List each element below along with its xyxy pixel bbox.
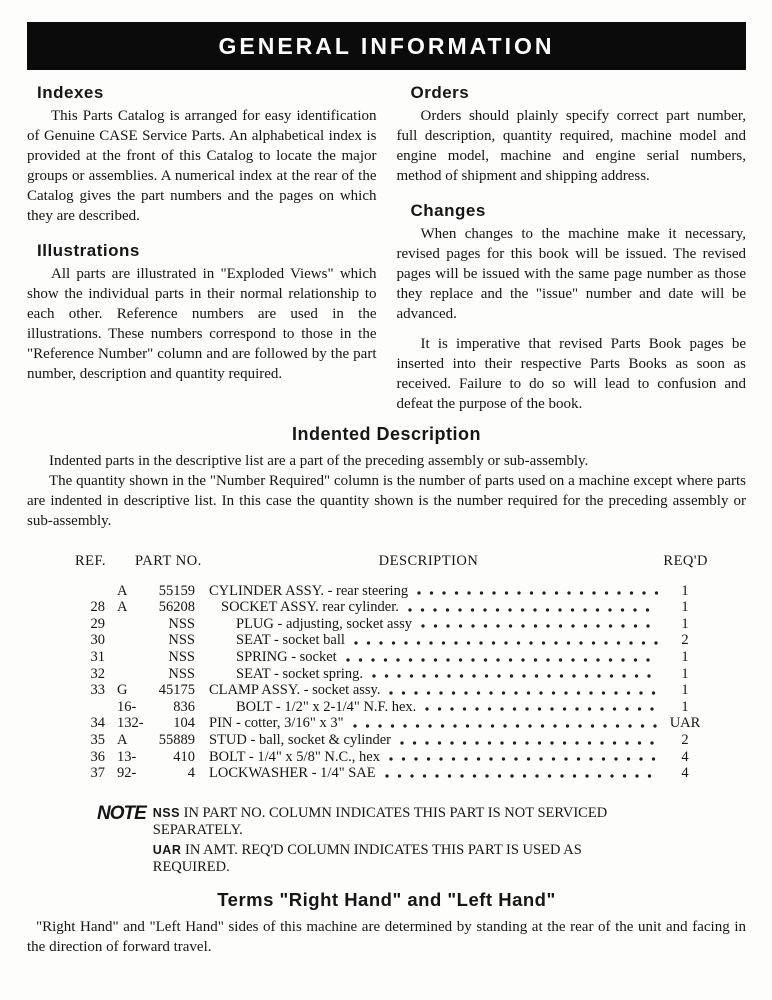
table-row [75,632,708,649]
leader-dots [370,666,658,683]
part-number-cell: 56208 [158,599,195,616]
table-row [75,765,708,782]
description-text: CLAMP ASSY. - socket assy. [209,682,381,699]
indented-description-paragraph-2: The quantity shown in the "Number Required" column is the number of parts used on a machine except where parts are indented in descriptive list. In this case the quantity shown is the number required for the preceding assembly or sub-assembly. [27,473,746,529]
illustrations-paragraph: All parts are illustrated in "Exploded Views" which show the individual parts in their normal relationship to each other. Reference numbers are used in the illustrations. These numbers correspond to those in the "Reference Number" column and are followed by the part number, description and quantity required. [27,266,377,382]
note-term-nss: NSS [152,805,180,820]
changes-paragraph-1: When changes to the machine make it necessary, revised pages for this book will be issued. The revised pages will be issued with the same page number as those they replace and the "issue" number and date will be advanced. [396,226,746,322]
table-row [75,583,708,600]
parts-table [75,553,708,782]
description-text: BOLT - 1/4" x 5/8" N.C., hex [209,748,380,765]
leader-dots [387,749,658,766]
table-row [75,749,708,766]
part-prefix-cell: 92- [117,765,137,782]
table-header-row [75,553,708,570]
ref-cell: 28 [90,599,105,616]
illustrations-heading: Illustrations [37,241,140,260]
description-cell [209,632,662,649]
ref-cell: 31 [90,648,105,665]
part-prefix-cell: 16- [117,698,137,715]
ref-cell: 36 [90,748,105,765]
qty-cell: 4 [681,765,689,782]
description-text: CYLINDER ASSY. - rear steering [209,582,409,599]
leader-dots [351,715,659,732]
note-label: NOTE [97,802,146,824]
terms-paragraph: "Right Hand" and "Left Hand" sides of this machine are determined by standing at the rear of the unit and facing in the direction of forward travel. [27,918,746,955]
orders-heading: Orders [410,83,470,102]
qty-cell: 2 [681,632,689,649]
part-number-cell: NSS [168,665,195,682]
part-prefix-cell: 132- [117,715,144,732]
part-number-cell: 45175 [158,682,195,699]
description-cell [209,765,662,782]
note-term-uar: UAR [152,842,182,857]
part-number-cell: 55889 [158,731,195,748]
description-cell [209,749,662,766]
description-cell [209,715,662,732]
description-cell [209,616,662,633]
ref-cell: 29 [90,615,105,632]
leader-dots [423,699,658,716]
note-items [153,805,631,877]
terms-section [27,889,746,957]
description-text: LOCKWASHER - 1/4" SAE [209,765,376,782]
leader-dots [419,616,658,633]
qty-cell: 4 [681,748,689,765]
two-column-area [27,83,746,414]
part-prefix-cell: A [117,582,128,599]
table-row [75,699,708,716]
description-text: PIN - cotter, 3/16" x 3" [209,715,344,732]
ref-cell: 33 [90,682,105,699]
indented-description-heading: Indented Description [291,424,481,444]
page-title-bar [27,22,746,70]
qty-cell: 1 [681,599,689,616]
part-number-cell: NSS [168,615,195,632]
leader-dots [406,599,658,616]
qty-cell: 1 [681,698,689,715]
header-description: DESCRIPTION [378,553,479,569]
description-text: BOLT - 1/2" x 2-1/4" N.F. hex. [236,698,417,715]
leader-dots [398,732,658,749]
qty-cell: 2 [681,731,689,748]
description-text: PLUG - adjusting, socket assy [236,615,412,632]
part-number-cell: 55159 [158,582,195,599]
terms-heading: Terms "Right Hand" and "Left Hand" [217,888,556,910]
table-row [75,715,708,732]
table-row [75,616,708,633]
part-number-cell: 410 [173,748,195,765]
leader-dots [415,583,658,600]
part-number-cell: NSS [168,648,195,665]
indented-description-section [27,424,746,531]
ref-cell: 34 [90,715,105,732]
left-column [27,83,377,414]
part-number-cell: 4 [187,765,195,782]
qty-cell: 1 [681,615,689,632]
table-row [75,682,708,699]
table-row [75,732,708,749]
part-number-cell: NSS [168,632,195,649]
qty-cell: 1 [681,648,689,665]
indexes-paragraph: This Parts Catalog is arranged for easy identification of Genuine CASE Service Parts. An alphabetical index is provided at the front of this Catalog to locate the major groups or assemblies. A numerical index at the rear of the Catalog gives the part numbers and the pages on which they are described. [27,108,377,224]
header-part-no: PART NO. [135,553,202,569]
description-cell [209,682,662,699]
description-text: STUD - ball, socket & cylinder [209,731,392,748]
orders-paragraph: Orders should plainly specify correct part number, full description, quantity required, machine model and engine model, machine and engine serial numbers, method of shipment and shipping address. [396,108,746,184]
qty-cell: 1 [681,665,689,682]
header-ref: REF. [75,553,107,569]
part-prefix-cell: A [117,599,128,616]
indented-description-paragraph-1: Indented parts in the descriptive list are a part of the preceding assembly or sub-assembly. [49,453,589,469]
ref-cell: 37 [90,765,105,782]
part-prefix-cell: 13- [117,748,137,765]
page-title: GENERAL INFORMATION [218,32,555,59]
ref-cell: 32 [90,665,105,682]
note-text-nss: IN PART NO. COLUMN INDICATES THIS PART IS NOT SERVICED SEPARATELY. [152,804,608,839]
leader-dots [383,765,658,782]
description-cell [209,599,662,616]
note-item-uar [153,842,631,877]
header-reqd: REQ'D [663,553,708,569]
description-text: SEAT - socket spring. [236,665,364,682]
table-row [75,666,708,683]
part-prefix-cell: G [117,682,128,699]
description-cell [209,649,662,666]
table-row [75,649,708,666]
changes-heading: Changes [410,201,486,220]
part-prefix-cell: A [117,731,128,748]
description-cell [209,666,662,683]
description-text: SOCKET ASSY. rear cylinder. [221,599,399,616]
qty-cell: UAR [669,715,701,732]
ref-cell: 35 [90,731,105,748]
description-cell [209,583,662,600]
right-column [397,83,747,414]
description-cell [209,732,662,749]
indexes-heading: Indexes [37,83,104,102]
note-text-uar: IN AMT. REQ'D COLUMN INDICATES THIS PART IS USED AS REQUIRED. [152,841,582,876]
description-text: SPRING - socket [236,648,337,665]
leader-dots [344,649,658,666]
leader-dots [352,632,658,649]
ref-cell: 30 [90,632,105,649]
note-block [97,802,746,877]
part-number-cell: 836 [173,698,195,715]
qty-cell: 1 [681,682,689,699]
note-item-nss [153,805,631,840]
part-number-cell: 104 [173,715,195,732]
description-cell [209,699,662,716]
changes-paragraph-2: It is imperative that revised Parts Book pages be inserted into their respective Parts Books as soon as received. Failure to do so will lead to confusion and defeat the purpose of the book. [396,336,746,412]
leader-dots [387,682,658,699]
table-row [75,599,708,616]
description-text: SEAT - socket ball [236,632,345,649]
qty-cell: 1 [681,582,689,599]
